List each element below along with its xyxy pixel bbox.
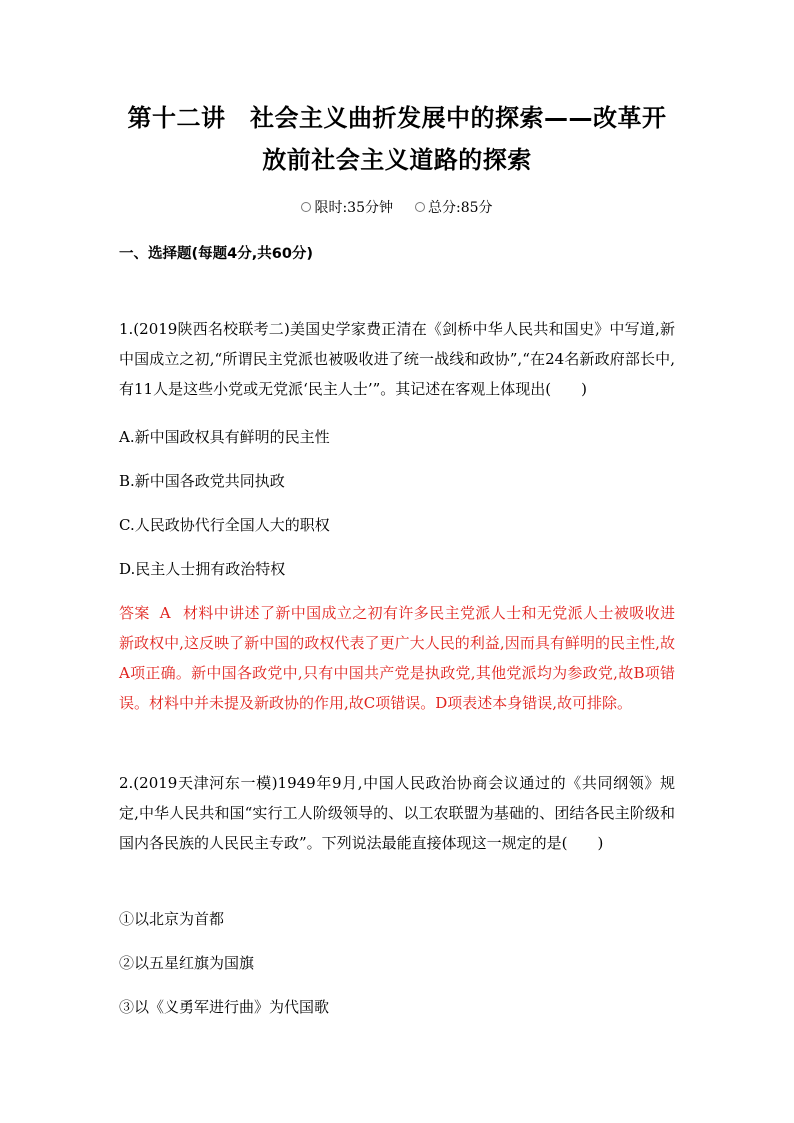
total-score: 总分:85分 — [428, 200, 493, 216]
section-heading: 一、选择题(每题4分,共60分) — [119, 246, 314, 262]
question-1-option-d: D.民主人士拥有政治特权 — [119, 560, 286, 578]
time-limit: 限时:35分钟 — [314, 200, 393, 216]
question-1-option-a: A.新中国政权具有鲜明的民主性 — [119, 428, 330, 446]
page-title-line-1: 第十二讲 社会主义曲折发展中的探索——改革开 — [127, 104, 667, 132]
question-1-option-c: C.人民政协代行全国人大的职权 — [119, 516, 330, 534]
answer-label: 答案 — [119, 604, 150, 622]
exam-meta — [0, 198, 794, 218]
question-1-stem: 1.(2019陕西名校联考二)美国史学家费正清在《剑桥中华人民共和国史》中写道,新中国成立之初,“所谓民主党派也被吸收进了统一战线和政协”,“在24名新政府部长中,有11人是这些小党或无党派‘民主人士’”。其记述在客观上体现出( ) — [119, 320, 675, 398]
question-2-stem: 2.(2019天津河东一模)1949年9月,中国人民政治协商会议通过的《共同纲领》规定,中华人民共和国“实行工人阶级领导的、以工农联盟为基础的、团结各民主阶级和国内各民族的人民民主专政”。下列说法最能直接体现这一规定的是( ) — [119, 774, 675, 852]
question-2-option-1: ①以北京为首都 — [119, 910, 225, 928]
page-title-line-2: 放前社会主义道路的探索 — [262, 146, 532, 174]
check-icon — [415, 202, 425, 212]
answer-key: A — [159, 604, 171, 622]
question-1-answer — [119, 598, 675, 718]
question-2-option-2: ②以五星红旗为国旗 — [119, 954, 255, 972]
question-1-option-b: B.新中国各政党共同执政 — [119, 472, 285, 490]
answer-explanation: 材料中讲述了新中国成立之初有许多民主党派人士和无党派人士被吸收进新政权中,这反映了新中国的政权代表了更广大人民的利益,因而具有鲜明的民主性,故A项正确。新中国各政党中,只有中国共产党是执政党,其他党派均为参政党,故B项错误。材料中并未提及新政协的作用,故C项错误。D项表述本身错误,故可排除。 — [119, 604, 675, 712]
question-2-option-3: ③以《义勇军进行曲》为代国歌 — [119, 998, 330, 1016]
clock-icon — [301, 202, 311, 212]
